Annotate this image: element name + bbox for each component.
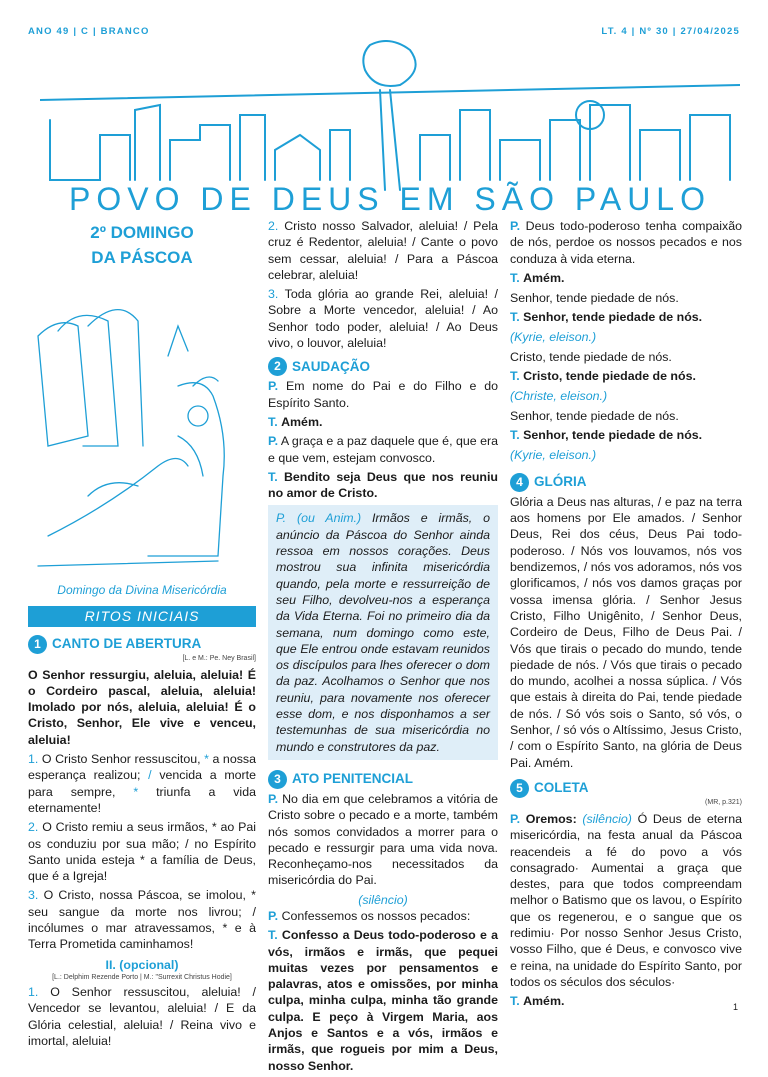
section-header-coleta: 5 COLETA [510, 779, 742, 798]
optional-song-credit: [L.: Delphim Rezende Porto | M.: "Surrexit Christus Hodie] [52, 973, 232, 981]
confiteor: T. Confesso a Deus todo-poderoso e a vós, irmãos e irmãs, que pequei muitas vezes por pensamentos e palavras, atos e omissões, por minha culpa, minha culpa, minha tão grande culpa. E peço à Virgem Maria, aos Anjos e Santos e a vós, irmãos e irmãs, que rogueis por mim a Deus, nosso Senhor. [268, 928, 499, 1073]
song-verse-1: 1. O Cristo Senhor ressuscitou, * a nossa esperança realizou; / vencida a morte para sempre, * triunfa a vida eternamente! [28, 752, 257, 815]
saudacao-priest-1: P. Em nome do Pai e do Filho e do Espírito Santo. [268, 379, 498, 410]
saudacao-all-1: T. Amém. [268, 414, 323, 429]
absolution-all: T. Amém. [510, 270, 565, 285]
saudacao-all-2: T. Bendito seja Deus que nos reuniu no amor de Cristo. [268, 469, 498, 501]
kyrie-1-all: T. Senhor, tende piedade de nós. [510, 310, 703, 325]
section-title: CANTO DE ABERTURA [52, 635, 202, 651]
page-number: 1 [732, 1002, 738, 1012]
issue-date-info: LT. 4 | Nº 30 | 27/04/2025 [601, 26, 740, 37]
penitencial-priest-2: P. Confessemos os nossos pecados: [268, 908, 471, 923]
section-header-penitencial: 3 ATO PENITENCIAL [268, 770, 498, 789]
intro-admonition-box: P. (ou Anim.) Irmãos e irmãs, o anúncio da Páscoa do Senhor ainda ressoa em nossos corações. Deus mostrou sua infinita misericórdia quando, pela morte e ressurreição de seu Filho, devolveu-nos a esperança da Vida Eterna. Foi no primeiro dia da semana, num domingo como este, que Ele entrou onde estavam reunidos os discípulos para lhes oferecer o dom da paz. Acolhamos o Senhor que nos reuniu, para novamente nos oferecer esse dom, e nos disponhamos a ser testemunhas de sua misericórdia no mundo e construtores da paz. [268, 505, 498, 759]
section-header-gloria: 4 GLÓRIA [510, 473, 742, 492]
rites-bar: RITOS INICIAIS [28, 606, 256, 626]
kyrie-1: Senhor, tende piedade de nós. [510, 291, 679, 306]
section-header-saudacao: 2 SAUDAÇÃO [268, 357, 498, 376]
sunday-title-line-1: 2º DOMINGO [90, 223, 194, 242]
column-1 [28, 218, 256, 1052]
resurrection-illustration [28, 276, 256, 576]
absolution-priest: P. Deus todo-poderoso tenha compaixão de nós, perdoe os nossos pecados e nos conduza à vida eterna. [510, 219, 742, 266]
song-verse-3-opt: 3. Toda glória ao grande Rei, aleluia! / Sobre a Morte vencedor, aleluia! / Ao Senhor todo poder, aleluia! / Ao Deus vivo, o louvor, aleluia! [268, 287, 499, 351]
kyrie-1-greek: (Kyrie, eleison.) [510, 329, 597, 344]
kyrie-3-all: T. Senhor, tende piedade de nós. [510, 428, 703, 443]
saudacao-priest-2: P. A graça e a paz daquele que é, que era e que vem, estejam convosco. [268, 434, 498, 465]
optional-song-title: II. (opcional) [105, 957, 179, 972]
masthead-illustration [40, 40, 740, 220]
sunday-title-line-2: DA PÁSCOA [91, 248, 193, 267]
kyrie-3-greek: (Kyrie, eleison.) [510, 447, 597, 462]
silence-note: (silêncio) [358, 892, 408, 907]
penitencial-priest-1: P. No dia em que celebramos a vitória de Cristo sobre o pecado e a morte, também nós somos convidados a morrer para o pecado e ressurgir para uma vida nova. Reconheçamo-nos necessitados da misericórdia do Pai. [268, 791, 498, 888]
section-header-canto [28, 635, 256, 654]
column-2 [268, 218, 498, 1077]
illustration-caption: Domingo da Divina Misericórdia [57, 583, 227, 597]
gloria-text: Glória a Deus nas alturas, / e paz na terra aos homens por Ele amados. / Senhor Deus, Rei dos céus, Deus Pai todo-poderoso. / Nós vos louvamos, nós vos bendizemos, / nós vos adoramos, nós vos glorificamos, / nós vos damos graças por vossa imensa glória. / Senhor Jesus Cristo, Filho Unigênito, / Senhor Deus, Cordeiro de Deus, Filho de Deus Pai. / Vós que tirais o pecado do mundo, tende piedade de nós. / Vós que tirais o pecado do mundo, acolhei a nossa súplica. / Vós que estais à direita do Pai, tende piedade de nós. / Só vós sois o Santo, só vós, o Senhor, / só vós o Altíssimo, Jesus Cristo, / com o Espírito Santo, na glória de Deus Pai. Amém. [510, 494, 742, 770]
song-verse-3: 3. O Cristo, nossa Páscoa, se imolou, * seu sangue da morte nos livrou; / incólumes o mar atravessamos, * e à Terra Prometida caminhamos! [28, 888, 256, 952]
song-verse-2-opt: 2. Cristo nosso Salvador, aleluia! / Pela cruz é Redentor, aleluia! / Cante o povo sem cessar, aleluia! / Para a Páscoa celebrar, aleluia! [268, 219, 498, 282]
kyrie-2-all: T. Cristo, tende piedade de nós. [510, 369, 696, 384]
kyrie-3: Senhor, tende piedade de nós. [510, 408, 679, 423]
edition-info: ANO 49 | C | BRANCO [28, 26, 150, 37]
song-credit: [L. e M.: Pe. Ney Brasil] [182, 654, 256, 662]
song-refrain: O Senhor ressurgiu, aleluia, aleluia! É o Cordeiro pascal, aleluia, aleluia! Imolado por nós, aleluia, aleluia! É o Cristo, Senhor, Ele vive e venceu, aleluia! [28, 667, 256, 747]
kyrie-2-greek: (Christe, eleison.) [510, 388, 608, 403]
masthead-title: POVO DE DEUS EM SÃO PAULO [69, 181, 711, 217]
coleta-credit: (MR, p.321) [705, 798, 742, 806]
section-number: 1 [28, 635, 47, 654]
coleta-prayer: P. Oremos: (silêncio) Ó Deus de eterna misericórdia, na festa anual da Páscoa reacendeis a fé do povo a vós consagrado· Aumentai a graça que destes, para que todos compreendam melhor o Batismo que os lavou, o Espírito que os regenerou, e o sangue que os redimiu· Por nosso Senhor Jesus Cristo, vosso Filho, que é Deus, e convosco vive e reina, na unidade do Espírito Santo, por todos os séculos dos séculos· [510, 811, 742, 989]
coleta-amen: T. Amém. [510, 994, 565, 1009]
kyrie-2: Cristo, tende piedade de nós. [510, 350, 672, 365]
optional-song-verse-1: 1. O Senhor ressuscitou, aleluia! / Vencedor se levantou, aleluia! / E da Glória celestial, aleluia! / Reina vivo e imortal, aleluia! [28, 984, 256, 1048]
song-verse-2: 2. O Cristo remiu a seus irmãos, * ao Pai os conduziu por sua mão; / no Espírito Santo unida esteja * a família de Deus, que é a Igreja! [28, 820, 256, 884]
column-3 [510, 218, 742, 1012]
